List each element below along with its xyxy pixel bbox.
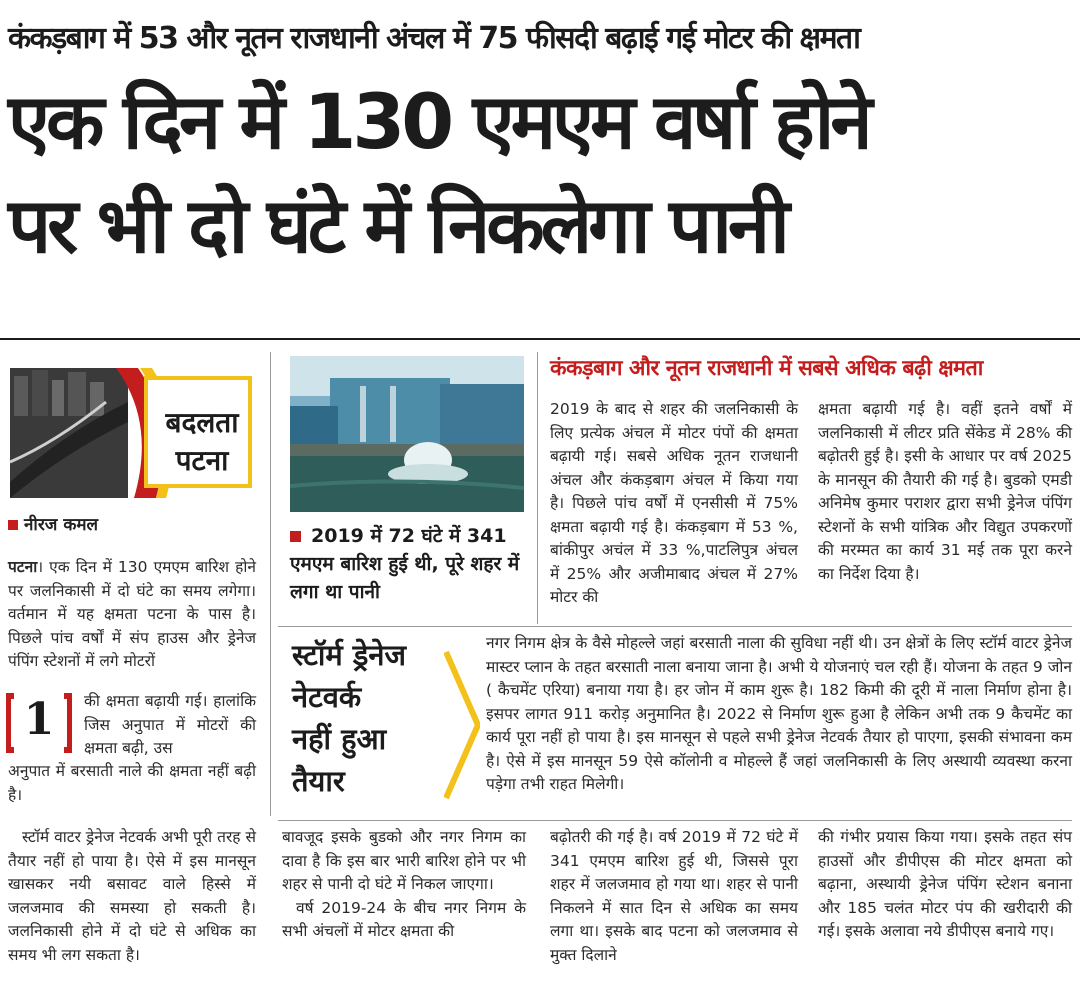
lead-paragraph-2: स्टॉर्म वाटर ड्रेनेज नेटवर्क अभी पूरी तरह से तैयार नहीं हो पाया है। ऐसे में इस मानसून खासकर नयी बसावट वाले हिस्से में जलजमाव की समस्या हो सकती है। जलनिकासी होने में दो घंटे से अधिक का समय भी लग सकता है। <box>8 828 256 964</box>
caption-marker <box>290 531 301 542</box>
byline-author: नीरज कमल <box>24 515 99 535</box>
series-logo-line-1: बदलता <box>165 406 239 439</box>
lead-text: । एक दिन में 130 एमएम बारिश होने पर जलनिकासी में दो घंटे का समय लगेगा। वर्तमान में यह क्षमता पटना के पास है। पिछले पांच वर्षों में संप हाउस और ड्रेनेज पंपिंग स्टेशनों में लगे मोटरों <box>8 558 256 670</box>
subhead: कंकड़बाग और नूतन राजधानी में सबसे अधिक बढ़ी क्षमता <box>550 356 983 381</box>
bottom-col2-para1: बावजूद इसके बुडको और नगर निगम का दावा है कि इस बार भारी बारिश होने पर भी शहर से पानी दो घंटे में निकल जाएगा। <box>282 828 526 893</box>
lead-after-text: अनुपात में बरसाती नाले की क्षमता नहीं बढ़ी है। <box>8 762 256 804</box>
storm-drainage-box <box>284 626 480 822</box>
dateline: पटना <box>8 558 38 576</box>
pumping-station-image <box>290 356 524 512</box>
series-logo-text <box>156 404 248 480</box>
news-photo <box>290 356 524 512</box>
subhead-column-1: 2019 के बाद से शहर की जलनिकासी के लिए प्रत्येक अंचल में मोटर पंपों की क्षमता बढ़ायी गई। सबसे अधिक नूतन राजधानी अंचल और कंकड़बाग अंचल में किया गया है। पिछले पांच वर्षों में एनसीसी में 75% क्षमता बढ़ायी गई है। कंकड़बाग में 53 %, बांकीपुर अचंल में 33 %,पाटलिपुत्र अंचल में 25% और अजीमाबाद अंचल में 27% मोटर की <box>550 400 798 606</box>
photo-caption-text: 2019 में 72 घंटे में 341 एमएम बारिश हुई थी, पूरे शहर में लगा था पानी <box>290 525 520 603</box>
byline-marker <box>8 520 18 530</box>
bottom-column-2 <box>282 826 526 944</box>
headline-line-2: पर भी दो घंटे में निकलेगा पानी <box>8 181 786 270</box>
column-divider <box>537 352 538 624</box>
series-logo <box>6 362 254 504</box>
storm-drainage-body: नगर निगम क्षेत्र के वैसे मोहल्ले जहां बरसाती नाला की सुविधा नहीं थी। उन क्षेत्रों के लिए स्टॉर्म वाटर ड्रेनेज मास्टर प्लान के तहत बरसाती नाला बनाया जाना है। अभी ये योजनाएं चल रही हैं। योजना के तहत 9 जोन ( कैचमेंट एरिया) बनाया गया है। हर जोन में काम शुरू है। 182 किमी की दूरी में नाला निर्माण होना है। इसपर लागत 911 करोड़ अनुमानित है। 2022 से निर्माण शुरू हुआ है लेकिन अभी तक 9 कैचमेंट का कार्य पूरा नहीं हो पाया है। इस मानसून से पहले सभी ड्रेनेज नेटवर्क तैयार हो पाएगा, इसकी संभावना कम है। ऐसे में इस मानसून 59 ऐसे कॉलोनी व मोहल्ले हैं जहां जलनिकासी के लिए अस्थायी व्यवस्था करना पड़ेगा तभी राहत मिलेगी। <box>486 634 1072 793</box>
storm-title-line-4: तैयार <box>292 764 345 798</box>
photo-caption <box>290 522 524 606</box>
series-logo-line-2: पटना <box>175 444 229 477</box>
headline-line-1: एक दिन में 130 एमएम वर्षा होने <box>8 77 869 166</box>
bottom-col2-para2: वर्ष 2019-24 के बीच नगर निगम के सभी अंचलों में मोटर क्षमता की <box>282 898 526 940</box>
column-divider <box>270 352 271 816</box>
dropcap-number-box <box>6 690 72 756</box>
subhead-column-2: क्षमता बढ़ायी गई है। वहीं इतने वर्षों में जलनिकासी में लीटर प्रति सेंकेड में 28% की बढ़ोतरी हुई है। इसी के आधार पर वर्ष 2025 के मानसून की तैयारी की गई है। बुडको एमडी अनिमेष कुमार पराशर द्वारा सभी ड्रेनेज पंपिंग स्टेशनों के सभी यांत्रिक और विद्युत उपकरणों की मरम्मत का कार्य 31 मई तक पूरा करने का निर्देश दिया है। <box>818 400 1072 583</box>
storm-title-line-2: नेटवर्क <box>292 680 362 714</box>
chevron-right-icon <box>444 650 480 800</box>
kicker-headline: कंकड़बाग में 53 और नूतन राजधानी अंचल में 75 फीसदी बढ़ाई गई मोटर की क्षमता <box>8 21 860 56</box>
main-headline <box>8 70 1072 278</box>
lead-paragraph <box>8 556 256 674</box>
dropcap-number: 1 <box>23 694 55 745</box>
bottom-column-4: की गंभीर प्रयास किया गया। इसके तहत संप हाउसों और डीपीएस की मोटर क्षमता को बढ़ाना, अस्थायी ड्रेनेज पंपिंग स्टेशन बनाना और 185 चलंत मोटर पंप की खरीदारी की गई। इसके अलावा नये डीपीएस बनाये गए। <box>818 828 1072 940</box>
headline-divider <box>0 338 1080 340</box>
byline <box>8 512 98 535</box>
lead-wrap-text: की क्षमता बढ़ायी गई। हालांकि जिस अनुपात में मोटरों की क्षमता बढ़ी, उस <box>84 692 256 757</box>
storm-title-line-1: स्टॉर्म ड्रेनेज <box>292 638 406 672</box>
storm-title-line-3: नहीं हुआ <box>292 722 387 756</box>
bottom-column-3: बढ़ोतरी की गई है। वर्ष 2019 में 72 घंटे में 341 एमएम बारिश हुई थी, जिससे पूरा शहर में जलजमाव हो गया था। शहर से पानी निकलने में सात दिन से अधिक का समय लगा था। इसके बाद पटना को जलजमाव से मुक्त दिलाने <box>550 828 798 964</box>
storm-drainage-title <box>292 634 452 802</box>
